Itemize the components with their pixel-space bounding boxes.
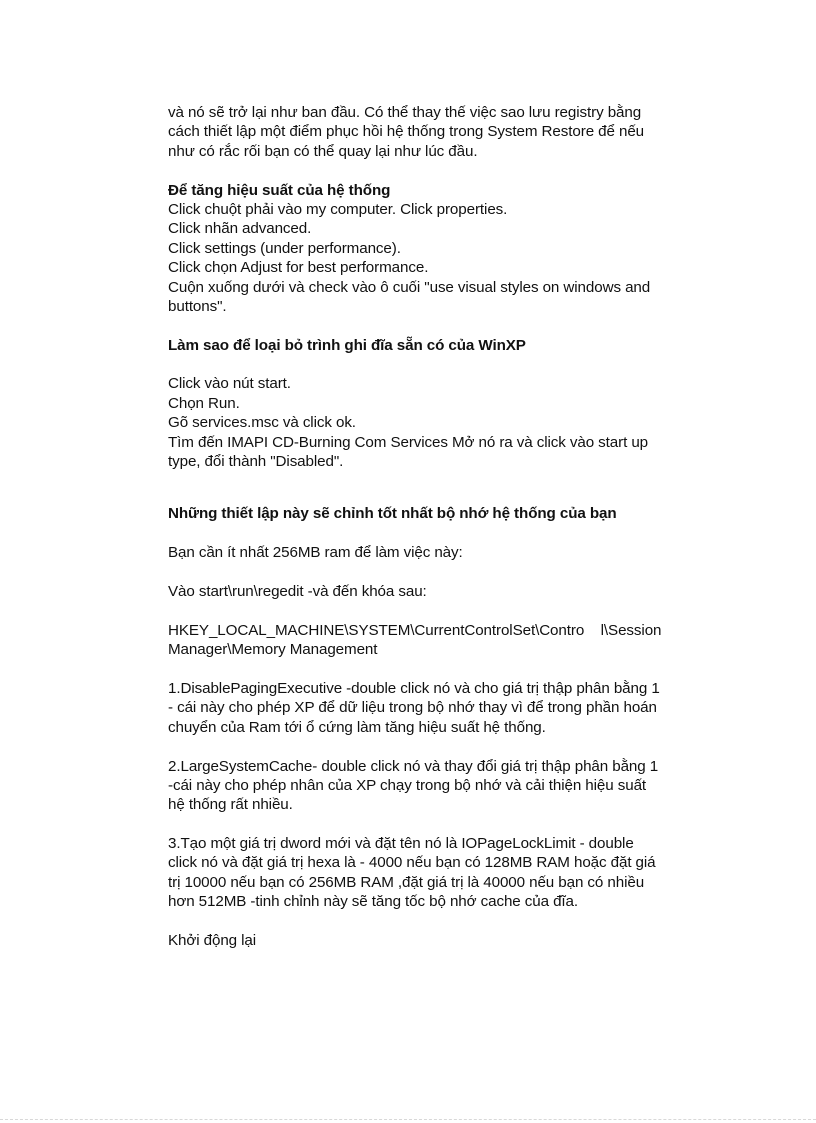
step-line: 1.DisablePagingExecutive -double click nó và cho giá trị thập phân bằng 1 xyxy=(168,679,660,697)
step-line: chuyển của Ram tới ổ cứng làm tăng hiệu suất hệ thống. xyxy=(168,718,546,736)
text-line: Tìm đến IMAPI CD-Burning Com Services Mở nó ra và click vào start up xyxy=(168,433,649,451)
requirement-text: Bạn cần ít nhất 256MB ram để làm việc này: xyxy=(168,544,463,562)
registry-key: HKEY_LOCAL_MACHINE\SYSTEM\CurrentControlSet\Contro l\Session xyxy=(168,621,662,639)
text-line: như có rắc rối bạn có thể quay lại như lúc đầu. xyxy=(168,142,478,160)
step-line: 3.Tạo một giá trị dword mới và đặt tên nó là IOPageLockLimit - double xyxy=(168,835,634,853)
section-heading: Làm sao để loại bỏ trình ghi đĩa sẵn có của WinXP xyxy=(168,336,526,354)
section-heading: Những thiết lập này sẽ chỉnh tốt nhất bộ nhớ hệ thống của bạn xyxy=(168,505,617,523)
text-line: type, đổi thành "Disabled". xyxy=(168,453,344,471)
text-line: và nó sẽ trở lại như ban đầu. Có thể thay thế việc sao lưu registry bằng xyxy=(168,104,642,121)
step-line: click nó và đặt giá trị hexa là - 4000 nếu bạn có 128MB RAM hoặc đặt giá xyxy=(168,854,656,872)
section-remove-burner xyxy=(168,336,728,472)
step-line: -cái này cho phép nhân của XP chạy trong bộ nhớ và cải thiện hiệu suất xyxy=(168,776,647,794)
section-heading: Để tăng hiệu suất của hệ thống xyxy=(168,181,391,199)
text-line: Chọn Run. xyxy=(168,394,240,412)
step-line: trị 10000 nếu bạn có 256MB RAM ,đặt giá trị là 40000 nếu bạn có nhiều xyxy=(168,873,645,891)
text-line: Cuộn xuống dưới và check vào ô cuối "use visual styles on windows and xyxy=(168,278,651,296)
step-line: 2.LargeSystemCache- double click nó và thay đổi giá trị thập phân bằng 1 xyxy=(168,757,659,775)
text-line: Gõ services.msc và click ok. xyxy=(168,414,356,432)
section-performance xyxy=(168,181,728,317)
text-line: Click nhãn advanced. xyxy=(168,220,312,238)
text-line: buttons". xyxy=(168,297,227,315)
text-line: Click settings (under performance). xyxy=(168,239,401,257)
text-line: cách thiết lập một điểm phục hồi hệ thống trong System Restore để nếu xyxy=(168,123,645,141)
registry-key: Manager\Memory Management xyxy=(168,641,378,659)
section-memory xyxy=(168,504,728,950)
text-line: Click chuột phải vào my computer. Click properties. xyxy=(168,200,508,218)
text-line: Click chọn Adjust for best performance. xyxy=(168,259,429,277)
closing-text: Khởi động lại xyxy=(168,932,257,950)
document-page xyxy=(168,103,728,950)
step-line: hệ thống rất nhiều. xyxy=(168,796,293,814)
step-line: - cái này cho phép XP để dữ liệu trong bộ nhớ thay vì để trong phần hoán xyxy=(168,699,657,717)
intro-paragraph xyxy=(168,103,728,161)
navigate-text: Vào start\run\regedit -và đến khóa sau: xyxy=(168,582,427,600)
text-line: Click vào nút start. xyxy=(168,375,291,393)
step-line: hơn 512MB -tinh chỉnh này sẽ tăng tốc bộ nhớ cache của đĩa. xyxy=(168,893,578,911)
page-bottom-divider xyxy=(0,1119,816,1120)
